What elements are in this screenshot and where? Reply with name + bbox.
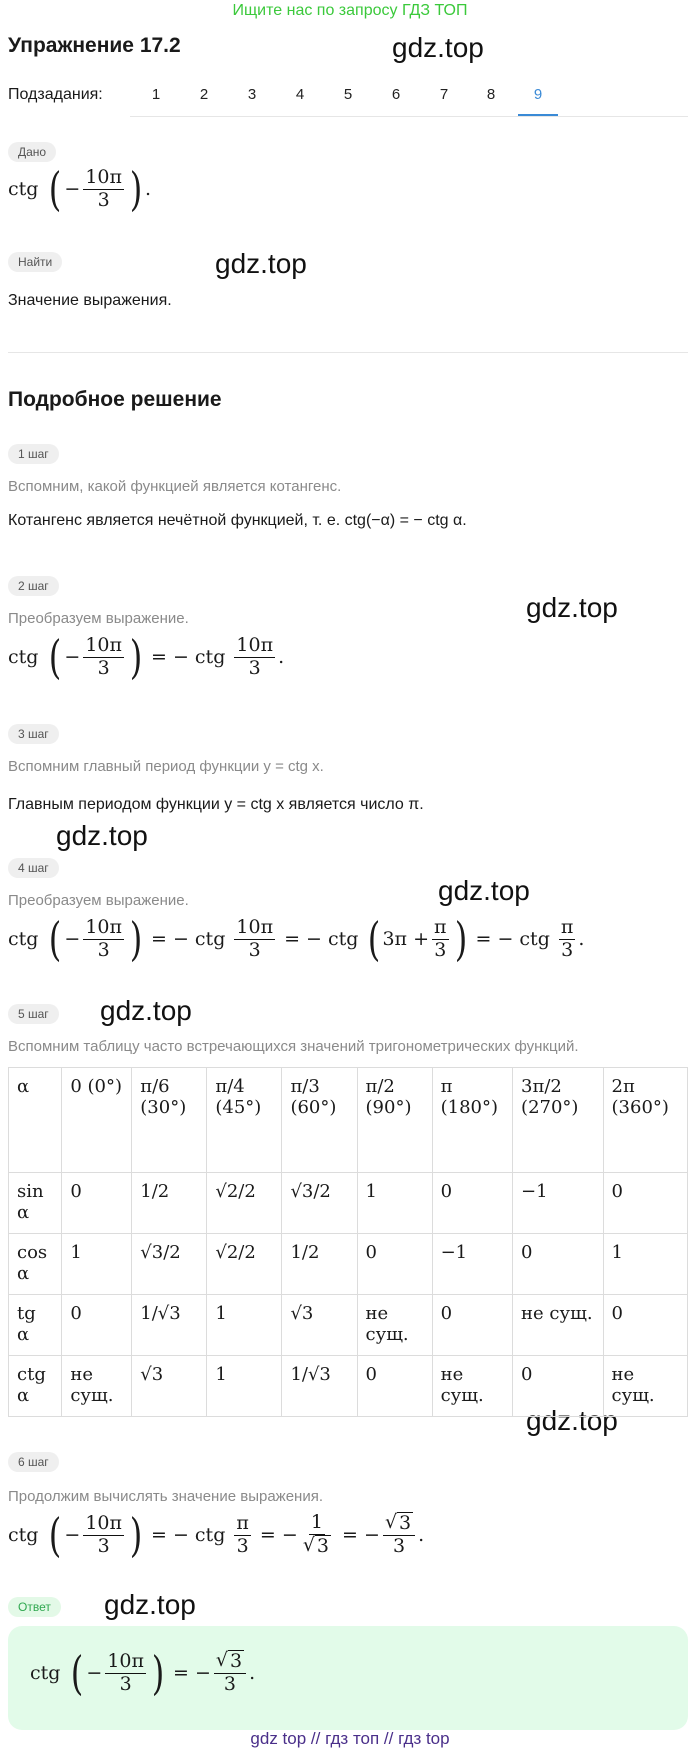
- table-row: [9, 1234, 688, 1295]
- table-cell: 0: [357, 1356, 432, 1417]
- given-pill: Дано: [8, 142, 56, 162]
- table-cell: 0: [603, 1295, 687, 1356]
- step-5-hint: Вспомним таблицу часто встречающихся значений тригонометрических функций.: [8, 1038, 579, 1055]
- subtasks-label: Подзадания:: [8, 86, 103, 103]
- table-cell: √2/2: [207, 1234, 282, 1295]
- tab-subtask-9[interactable]: 9: [518, 86, 558, 116]
- tab-subtask-8[interactable]: 8: [486, 86, 496, 103]
- find-pill: Найти: [8, 252, 62, 272]
- table-cell: не сущ.: [513, 1295, 603, 1356]
- table-cell: 1: [207, 1295, 282, 1356]
- step-2-pill: 2 шаг: [8, 576, 59, 596]
- page-title: Упражнение 17.2: [8, 34, 181, 57]
- table-cell: −1: [432, 1234, 512, 1295]
- table-cell: 1: [603, 1234, 687, 1295]
- table-header-cell: α: [9, 1068, 62, 1173]
- table-cell: 0: [62, 1173, 132, 1234]
- given-expression: ctg ( − $\frac{10\pi}{3}$ ) .: [8, 162, 151, 216]
- step-4-expression: ctg ( − $\frac{10\pi}{3}$ ) = − ctg $\frac{10\pi}{3}$ = − ctg ( 3π + $\frac{\pi}{3}$ ) = − ctg $\frac{\pi}{3}$ .: [8, 912, 585, 966]
- step-5-pill: 5 шаг: [8, 1004, 59, 1024]
- table-cell: 1/2: [132, 1173, 207, 1234]
- step-3-text: Главным периодом функции y = ctg x является число π.: [8, 796, 424, 813]
- table-cell: 1/2: [282, 1234, 357, 1295]
- table-cell: не сущ.: [62, 1356, 132, 1417]
- step-4-pill: 4 шаг: [8, 858, 59, 878]
- table-cell: 0: [357, 1234, 432, 1295]
- table-cell: sin α: [9, 1173, 62, 1234]
- tab-subtask-2[interactable]: 2: [199, 86, 209, 103]
- table-cell: cos α: [9, 1234, 62, 1295]
- table-cell: √2/2: [207, 1173, 282, 1234]
- table-cell: √3: [282, 1295, 357, 1356]
- step-1-pill: 1 шаг: [8, 444, 59, 464]
- step-1-hint: Вспомним, какой функцией является котангенс.: [8, 478, 342, 495]
- table-header-cell: π/2 (90°): [357, 1068, 432, 1173]
- find-text: Значение выражения.: [8, 292, 172, 309]
- table-cell: 0: [513, 1356, 603, 1417]
- tab-subtask-7[interactable]: 7: [439, 86, 449, 103]
- step-2-hint: Преобразуем выражение.: [8, 610, 189, 627]
- subtasks-row: [8, 84, 688, 116]
- table-row: [9, 1356, 688, 1417]
- divider: [8, 352, 688, 353]
- table-cell: 1/√3: [282, 1356, 357, 1417]
- table-cell: 1: [62, 1234, 132, 1295]
- watermark: gdz.top: [56, 820, 148, 851]
- step-4-hint: Преобразуем выражение.: [8, 892, 189, 909]
- watermark: gdz.top: [215, 248, 307, 279]
- solution-title: Подробное решение: [8, 388, 222, 411]
- step-6-pill: 6 шаг: [8, 1452, 59, 1472]
- table-cell: 1: [207, 1356, 282, 1417]
- table-cell: √3: [132, 1356, 207, 1417]
- top-banner: Ищите нас по запросу ГДЗ ТОП: [232, 2, 468, 19]
- watermark: gdz.top: [438, 875, 530, 906]
- table-header-cell: π/6 (30°): [132, 1068, 207, 1173]
- table-cell: 0: [432, 1295, 512, 1356]
- table-cell: не сущ.: [432, 1356, 512, 1417]
- tab-subtask-4[interactable]: 4: [295, 86, 305, 103]
- step-3-hint: Вспомним главный период функции y = ctg x.: [8, 758, 324, 775]
- table-cell: 1: [357, 1173, 432, 1234]
- table-cell: 0: [432, 1173, 512, 1234]
- tab-subtask-5[interactable]: 5: [343, 86, 353, 103]
- table-cell: tg α: [9, 1295, 62, 1356]
- step-1-text: Котангенс является нечётной функцией, т. е. ctg(−α) = − ctg α.: [8, 512, 467, 529]
- table-header-cell: π (180°): [432, 1068, 512, 1173]
- table-header-cell: 0 (0°): [62, 1068, 132, 1173]
- table-header-cell: π/4 (45°): [207, 1068, 282, 1173]
- watermark: gdz.top: [104, 1589, 196, 1620]
- tab-subtask-6[interactable]: 6: [391, 86, 401, 103]
- tab-subtask-3[interactable]: 3: [247, 86, 257, 103]
- table-cell: ctg α: [9, 1356, 62, 1417]
- table-row: [9, 1173, 688, 1234]
- subtasks-tabs: [130, 84, 688, 117]
- table-row: [9, 1295, 688, 1356]
- step-6-hint: Продолжим вычислять значение выражения.: [8, 1488, 323, 1505]
- table-cell: не сущ.: [357, 1295, 432, 1356]
- watermark: gdz.top: [100, 995, 192, 1026]
- answer-pill: Ответ: [8, 1597, 61, 1617]
- watermark: gdz.top: [526, 592, 618, 623]
- step-2-expression: ctg ( − $\frac{10\pi}{3}$ ) = − ctg $\frac{10\pi}{3}$ .: [8, 630, 285, 684]
- watermark: gdz.top: [392, 32, 484, 63]
- table-header-cell: 2π (360°): [603, 1068, 687, 1173]
- table-header-row: [9, 1068, 688, 1173]
- table-cell: 1/√3: [132, 1295, 207, 1356]
- table-cell: 0: [62, 1295, 132, 1356]
- table-cell: √3/2: [282, 1173, 357, 1234]
- watermark: gdz.top: [526, 1405, 618, 1436]
- tab-subtask-1[interactable]: 1: [151, 86, 161, 103]
- table-header-cell: 3π/2 (270°): [513, 1068, 603, 1173]
- table-cell: 0: [513, 1234, 603, 1295]
- footer-links[interactable]: gdz top // гдз топ // гдз top: [250, 1729, 450, 1748]
- answer-expression: ctg ( − $\frac{10\pi}{3}$ ) = − √ 3 3 .: [30, 1646, 256, 1700]
- answer-box: [8, 1626, 688, 1730]
- table-cell: −1: [513, 1173, 603, 1234]
- table-cell: √3/2: [132, 1234, 207, 1295]
- step-6-expression: ctg ( − $\frac{10\pi}{3}$ ) = − ctg $\frac{\pi}{3}$ = − 1 √ 3 = − √ 3 3 .: [8, 1508, 425, 1562]
- table-cell: 0: [603, 1173, 687, 1234]
- table-header-cell: π/3 (60°): [282, 1068, 357, 1173]
- step-3-pill: 3 шаг: [8, 724, 59, 744]
- table-cell: не сущ.: [603, 1356, 687, 1417]
- trig-table: [8, 1067, 688, 1417]
